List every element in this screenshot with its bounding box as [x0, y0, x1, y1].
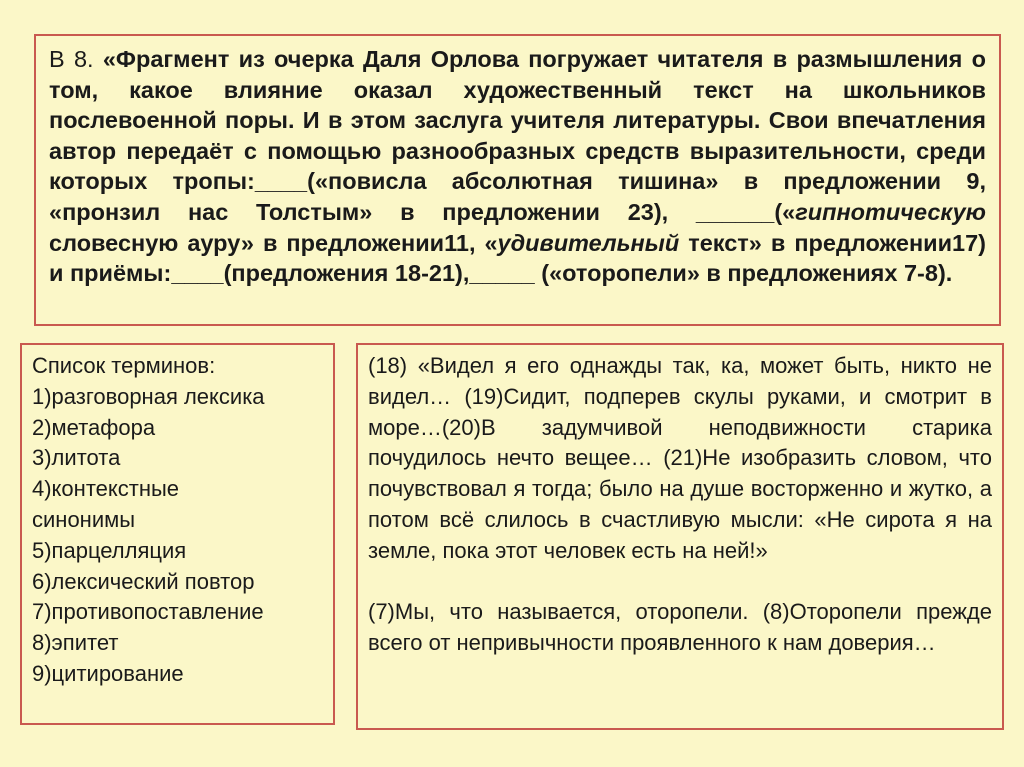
task-text: [49, 44, 986, 289]
task-text-part-3: текст» в предложении17) и приёмы:____(предложения 18-21),_____ («оторопели» в предложениях 7-8).: [49, 229, 986, 287]
task-italic-word-1: гипнотическую: [795, 198, 986, 225]
term-item: 4)контекстные: [32, 476, 180, 502]
task-text-part-1: «Фрагмент из очерка Даля Орлова погружает читателя в размышления о том, какое влияние оказал художественный текст на школьников послевоенной поры. И в этом заслуга учителя литературы. Свои впечатления автор передаёт с помощью разнообразных средств выразительности, среди которых тропы:____(«повисла абсолютная тишина» в предложении 9, «пронзил нас Толстым» в предложении 23), ______(«: [49, 46, 986, 225]
excerpt-box: [356, 343, 1004, 730]
terms-title: Список терминов:: [32, 353, 216, 378]
term-item: 1)разговорная лексика: [32, 383, 265, 409]
term-item: 3)литота: [32, 445, 121, 471]
term-item: 5)парцелляция: [32, 537, 187, 563]
terms-box: [20, 343, 335, 725]
task-italic-word-2: удивительный: [497, 229, 680, 256]
task-box: [34, 34, 1001, 326]
term-item: 7)противопоставление: [32, 599, 264, 625]
term-item: синонимы: [32, 506, 136, 532]
term-item: 9)цитирование: [32, 660, 184, 686]
task-text-part-2: словесную ауру» в предложении11, «: [49, 229, 498, 256]
excerpt-paragraph-2: (7)Мы, что называется, оторопели. (8)Оторопели прежде всего от непривычности проявленного к нам доверия…: [368, 599, 992, 656]
task-number: В 8.: [49, 46, 94, 72]
term-item: 6)лексический повтор: [32, 568, 255, 594]
term-item: 2)метафора: [32, 414, 156, 440]
excerpt-paragraph-1: (18) «Видел я его однажды так, ка, может быть, никто не видел… (19)Сидит, подперев скулы руками, и смотрит в море…(20)В задумчивой неподвижности старика почудилось нечто вещее… (21)Не изобразить словом, что почувствовал я тогда; было на душе восторженно и жутко, а потом всё слилось в счастливую мысли: «Не сирота я на земле, пока этот человек есть на ней!»: [368, 353, 992, 563]
term-item: 8)эпитет: [32, 630, 119, 656]
